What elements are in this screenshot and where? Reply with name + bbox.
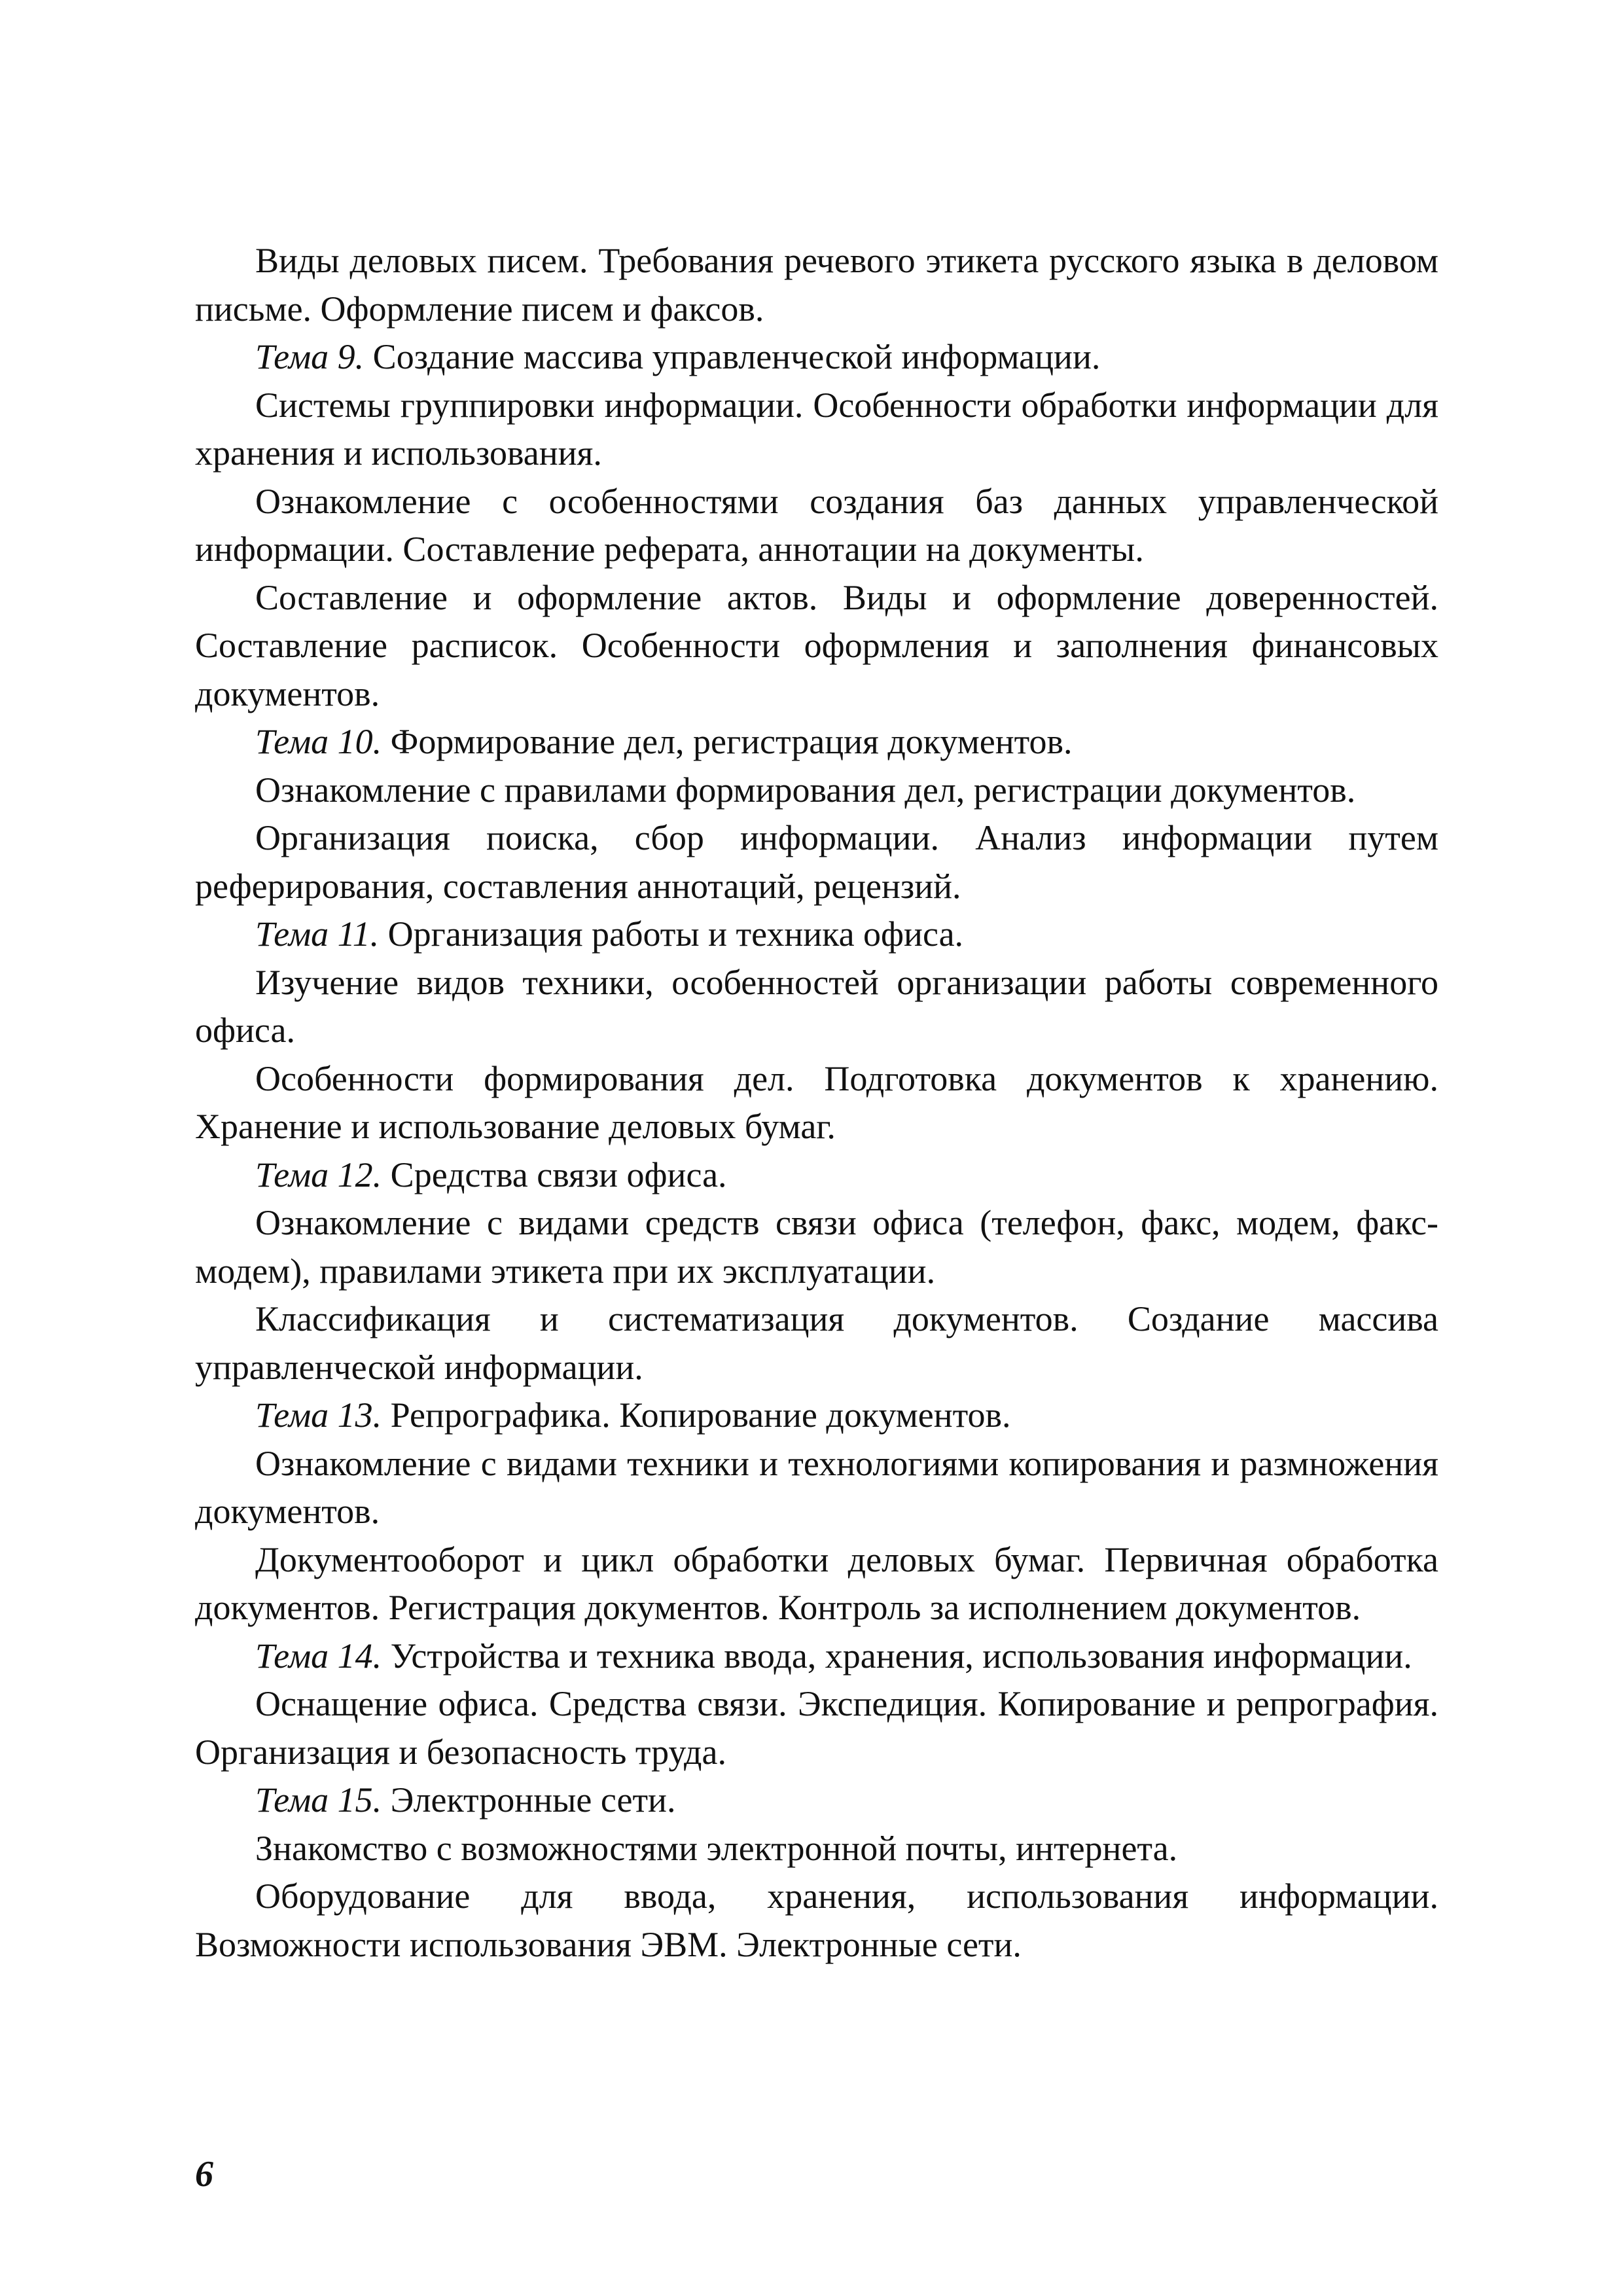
topic-heading: Тема 9. Создание массива управленческой информации. xyxy=(255,337,1101,376)
paragraph: Изучение видов техники, особенностей организации работы современного офиса. xyxy=(195,962,1438,1050)
paragraph: Ознакомление с правилами формирования дел, регистрации документов. xyxy=(255,770,1356,810)
paragraph: Оборудование для ввода, хранения, использования информации. Возможности использования ЭВМ. Электронные сети. xyxy=(195,1876,1438,1964)
paragraph: Классификация и систематизация документов. Создание массива управленческой информации. xyxy=(195,1299,1438,1387)
topic-label: Тема 13. xyxy=(255,1395,382,1435)
page-number: 6 xyxy=(195,2154,213,2195)
paragraph: Ознакомление с видами средств связи офиса (телефон, факс, модем, факс-модем), правилами этикета при их эксплуатации. xyxy=(195,1203,1438,1291)
topic-heading: Тема 15. Электронные сети. xyxy=(255,1780,676,1820)
paragraph: Ознакомление с особенностями создания баз данных управленческой информации. Составление реферата, аннотации на документы. xyxy=(195,481,1438,569)
paragraph: Составление и оформление актов. Виды и оформление доверенностей. Составление расписок. Особенности оформления и заполнения финансовых документов. xyxy=(195,577,1438,713)
topic-heading: Тема 11. Организация работы и техника офиса. xyxy=(255,914,964,954)
paragraph: Документооборот и цикл обработки деловых бумаг. Первичная обработка документов. Регистрация документов. Контроль за исполнением документов. xyxy=(195,1539,1438,1627)
topic-heading: Тема 14. Устройства и техника ввода, хранения, использования информации. xyxy=(255,1636,1412,1676)
topic-heading: Тема 13. Репрографика. Копирование документов. xyxy=(255,1395,1011,1435)
paragraph: Ознакомление с видами техники и технологиями копирования и размножения документов. xyxy=(195,1443,1438,1531)
paragraph: Знакомство с возможностями электронной почты, интернета. xyxy=(255,1828,1178,1868)
paragraph: Организация поиска, сбор информации. Анализ информации путем реферирования, составления аннотаций, рецензий. xyxy=(195,818,1438,906)
page-body xyxy=(195,237,1438,1969)
topic-heading: Тема 10. Формирование дел, регистрация документов. xyxy=(255,722,1073,761)
topic-label: Тема 11. xyxy=(255,914,380,954)
topic-label: Тема 10. xyxy=(255,722,382,761)
topic-label: Тема 15. xyxy=(255,1780,382,1820)
topic-label: Тема 9. xyxy=(255,337,365,376)
paragraph: Системы группировки информации. Особенности обработки информации для хранения и использования. xyxy=(195,385,1438,473)
topic-label: Тема 12. xyxy=(255,1155,382,1194)
topic-label: Тема 14. xyxy=(255,1636,382,1676)
topic-heading: Тема 12. Средства связи офиса. xyxy=(255,1155,727,1194)
paragraph: Оснащение офиса. Средства связи. Экспедиция. Копирование и репрография. Организация и безопасность труда. xyxy=(195,1684,1438,1772)
paragraph: Виды деловых писем. Требования речевого этикета русского языка в деловом письме. Оформление писем и факсов. xyxy=(195,241,1438,329)
paragraph: Особенности формирования дел. Подготовка документов к хранению. Хранение и использование деловых бумаг. xyxy=(195,1058,1438,1146)
